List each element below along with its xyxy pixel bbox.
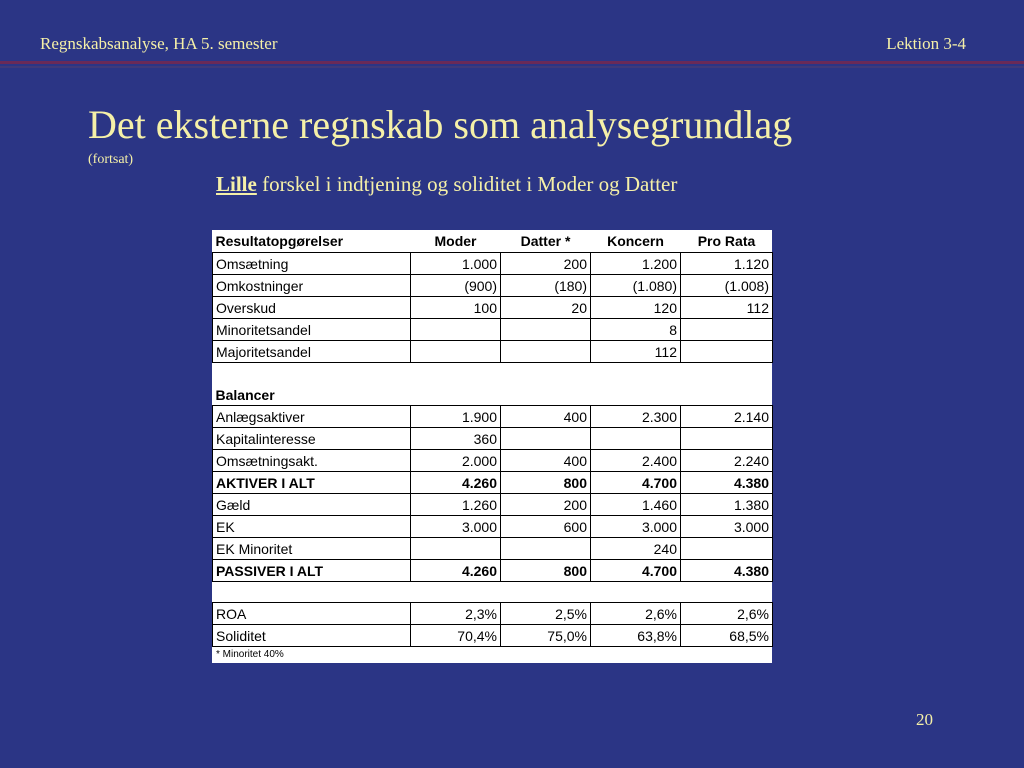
- spacer-row: [213, 363, 773, 385]
- row-label: Overskud: [213, 297, 411, 319]
- cell-value: 600: [501, 516, 591, 538]
- row-label: PASSIVER I ALT: [213, 560, 411, 582]
- cell-value: 3.000: [681, 516, 773, 538]
- column-header: Datter *: [520, 233, 571, 249]
- row-label: Kapitalinteresse: [213, 428, 411, 450]
- cell-value: 1.380: [681, 494, 773, 516]
- table-row: [213, 297, 773, 319]
- cell-value: 1.200: [591, 253, 681, 275]
- section-heading-cell: Balancer: [215, 386, 275, 403]
- row-label: EK: [213, 516, 411, 538]
- cell-value: [501, 319, 591, 341]
- cell-value: 1.260: [411, 494, 501, 516]
- cell-value: 800: [501, 472, 591, 494]
- row-label: Minoritetsandel: [213, 319, 411, 341]
- total-row: [213, 560, 773, 582]
- cell-value: [411, 341, 501, 363]
- cell-value: 3.000: [411, 516, 501, 538]
- cell-value: [501, 538, 591, 560]
- cell-value: 240: [591, 538, 681, 560]
- table-footnote: * Minoritet 40%: [216, 649, 284, 660]
- header-divider-secondary: [0, 66, 1024, 68]
- slide-tagline: [216, 172, 677, 197]
- cell-value: 4.380: [681, 472, 773, 494]
- column-header: Koncern: [607, 233, 664, 249]
- cell-value: [681, 341, 773, 363]
- column-header: Resultatopgørelser: [215, 233, 344, 249]
- header-divider: [0, 61, 1024, 64]
- row-label: Omsætning: [213, 253, 411, 275]
- cell-value: 4.260: [411, 560, 501, 582]
- cell-value: (900): [411, 275, 501, 297]
- table-row: [213, 275, 773, 297]
- cell-value: 200: [501, 494, 591, 516]
- table-row: [213, 494, 773, 516]
- spacer-row: [213, 582, 773, 603]
- column-header: Pro Rata: [697, 233, 756, 249]
- cell-value: 20: [501, 297, 591, 319]
- tagline-text: forskel i indtjening og soliditet i Moder og Datter: [256, 172, 678, 196]
- table-row: [213, 319, 773, 341]
- tagline-emphasis: Lille: [216, 172, 257, 196]
- row-label: Majoritetsandel: [213, 341, 411, 363]
- cell-value: 112: [681, 297, 773, 319]
- cell-value: 200: [501, 253, 591, 275]
- cell-value: 2,5%: [501, 603, 591, 625]
- table-header-row: [213, 230, 773, 253]
- cell-value: 70,4%: [411, 625, 501, 647]
- cell-value: [411, 319, 501, 341]
- cell-value: 1.900: [411, 406, 501, 428]
- cell-value: (180): [501, 275, 591, 297]
- cell-value: 400: [501, 450, 591, 472]
- cell-value: 4.260: [411, 472, 501, 494]
- cell-value: 2.400: [591, 450, 681, 472]
- cell-value: 400: [501, 406, 591, 428]
- table-row: [213, 625, 773, 647]
- cell-value: 112: [591, 341, 681, 363]
- row-label: Anlægsaktiver: [213, 406, 411, 428]
- cell-value: (1.008): [681, 275, 773, 297]
- column-header: Moder: [434, 233, 477, 249]
- financial-table: [212, 230, 772, 663]
- course-title: Regnskabsanalyse, HA 5. semester: [40, 34, 278, 53]
- slide-subtitle: (fortsat): [88, 152, 134, 167]
- cell-value: 800: [501, 560, 591, 582]
- cell-value: 120: [591, 297, 681, 319]
- cell-value: [411, 538, 501, 560]
- row-label: EK Minoritet: [213, 538, 411, 560]
- cell-value: 2.300: [591, 406, 681, 428]
- cell-value: (1.080): [591, 275, 681, 297]
- row-label: Omsætningsakt.: [213, 450, 411, 472]
- cell-value: [501, 428, 591, 450]
- cell-value: 68,5%: [681, 625, 773, 647]
- cell-value: 2,3%: [411, 603, 501, 625]
- cell-value: 75,0%: [501, 625, 591, 647]
- table-row: [213, 538, 773, 560]
- table-row: [213, 450, 773, 472]
- cell-value: [681, 319, 773, 341]
- slide-title: Det eksterne regnskab som analysegrundlag: [88, 102, 793, 147]
- spacer-row-cell: [213, 582, 773, 603]
- cell-value: [681, 428, 773, 450]
- table-row: [213, 406, 773, 428]
- row-label: Gæld: [213, 494, 411, 516]
- cell-value: [591, 428, 681, 450]
- cell-value: 100: [411, 297, 501, 319]
- table-row: [213, 428, 773, 450]
- cell-value: 1.000: [411, 253, 501, 275]
- row-label: ROA: [213, 603, 411, 625]
- cell-value: [501, 341, 591, 363]
- cell-value: 2.140: [681, 406, 773, 428]
- total-row: [213, 472, 773, 494]
- cell-value: 360: [411, 428, 501, 450]
- table-row: [213, 603, 773, 625]
- cell-value: 4.380: [681, 560, 773, 582]
- section-heading: [213, 384, 773, 406]
- lecture-label: Lektion 3-4: [886, 34, 966, 53]
- cell-value: 4.700: [591, 560, 681, 582]
- cell-value: 8: [591, 319, 681, 341]
- cell-value: 2,6%: [681, 603, 773, 625]
- spacer-row-cell: [213, 363, 773, 385]
- row-label: AKTIVER I ALT: [213, 472, 411, 494]
- cell-value: 2.240: [681, 450, 773, 472]
- cell-value: 4.700: [591, 472, 681, 494]
- row-label: Soliditet: [213, 625, 411, 647]
- page-number: 20: [916, 710, 933, 729]
- cell-value: 2.000: [411, 450, 501, 472]
- cell-value: 1.460: [591, 494, 681, 516]
- cell-value: 63,8%: [591, 625, 681, 647]
- cell-value: 1.120: [681, 253, 773, 275]
- cell-value: 3.000: [591, 516, 681, 538]
- cell-value: 2,6%: [591, 603, 681, 625]
- table-row: [213, 253, 773, 275]
- table-row: [213, 341, 773, 363]
- cell-value: [681, 538, 773, 560]
- table-row: [213, 516, 773, 538]
- row-label: Omkostninger: [213, 275, 411, 297]
